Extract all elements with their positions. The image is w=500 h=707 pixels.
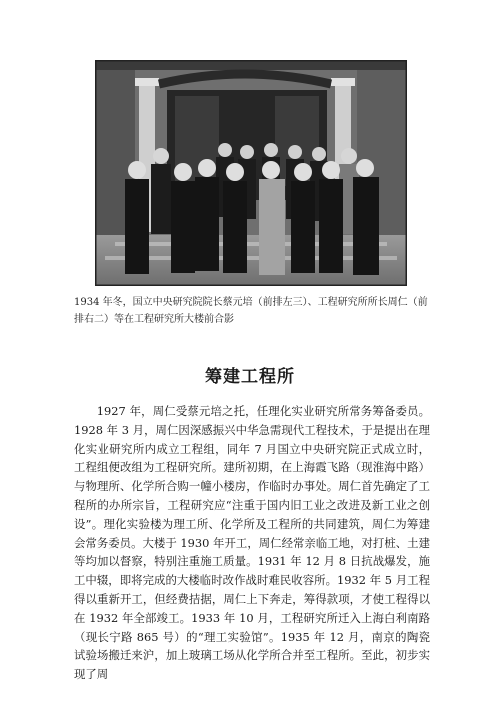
group-photo-illustration [95, 60, 407, 286]
photo-caption: 1934 年冬，国立中央研究院院长蔡元培（前排左三）、工程研究所所长周仁（前排右二）等在工程研究所大楼前合影 [74, 297, 428, 325]
section-body: 1927 年，周仁受蔡元培之托，任理化实业研究所常务筹备委员。1928 年 3 月，周仁因深感振兴中华急需现代工程技术，于是提出在理化实业研究所内成立工程组，同年 7 月国立中央研究院正式成立时，工程组便改组为工程研究所。建所初期，在上海霞飞路（现淮海中路）与物理所、化学所合购一幢小楼房，作临时办事处。周仁首先确定了工程所的办所宗旨，工程研究应“注重于国内旧工业之改进及新工业之创设”。理化实验楼为理工所、化学所及工程所的共同建筑，周仁为筹建会常务委员。大楼于 1930 年开工，周仁经常亲临工地，对打桩、土建等均加以督察，特别注重施工质量。1931 年 12 月 8 日抗战爆发，施工中辍，即将完成的大楼临时改作战时难民收容所。1932 年 5 月工程得以重新开工，但经费拮据，周仁上下奔走，筹得款项，才使工程得以在 1932 年全部竣工。1933 年 10 月，工程研究所迁入上海白利南路（现长宁路 865 号）的“理工实验馆”。1935 年 12 月，南京的陶瓷试验场搬迁来沪，加上玻璃工场从化学所合并至工程所。至此，初步实现了周 [74, 404, 430, 682]
section-title: 筹建工程所 [205, 367, 295, 387]
group-photo [95, 60, 407, 286]
